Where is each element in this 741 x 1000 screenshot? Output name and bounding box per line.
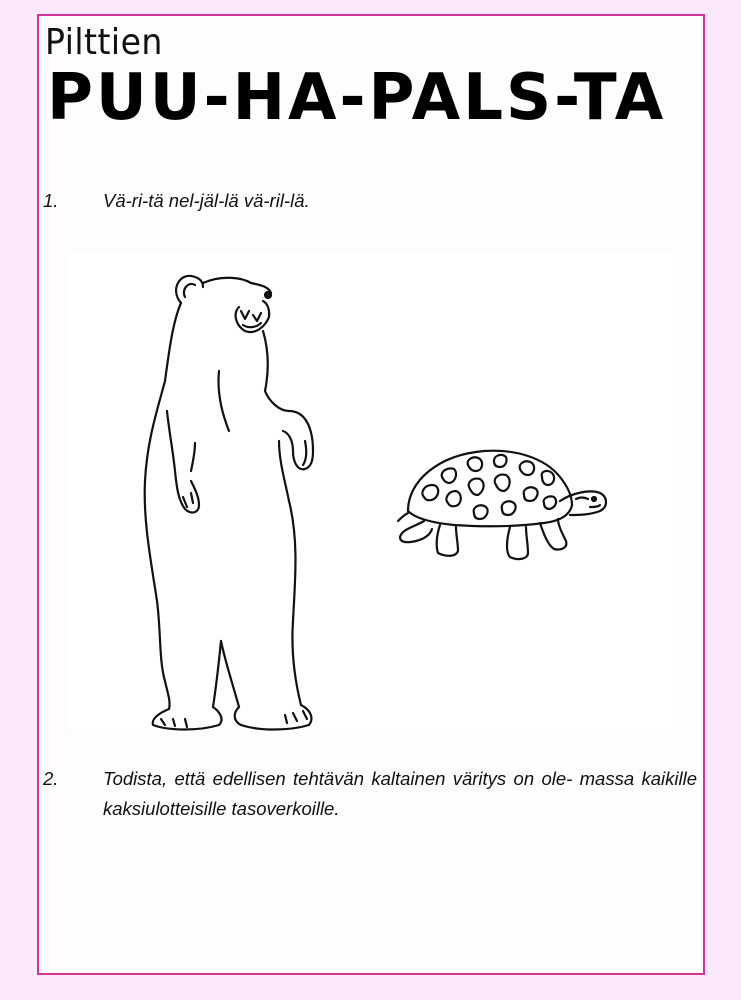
task-2 (43, 764, 697, 824)
task-1-number: 1. (43, 190, 59, 211)
worksheet-page (37, 14, 705, 975)
brand-main-title: PUU-HA-PALS-TA (47, 61, 667, 135)
tortoise-drawing-icon (394, 441, 609, 576)
task-2-text: Todista, että edellisen tehtävän kaltainen väritys on ole- massa kaikille kaksiulotteisille tasoverkoille. (103, 768, 697, 819)
task-1-text: Vä-ri-tä nel-jäl-lä vä-ril-lä. (103, 190, 310, 211)
brand-small-title: Pilttien (45, 22, 163, 63)
task-1 (43, 186, 697, 216)
coloring-illustration (69, 251, 679, 731)
task-2-number: 2. (43, 768, 59, 789)
polar-bear-drawing-icon (129, 261, 329, 731)
